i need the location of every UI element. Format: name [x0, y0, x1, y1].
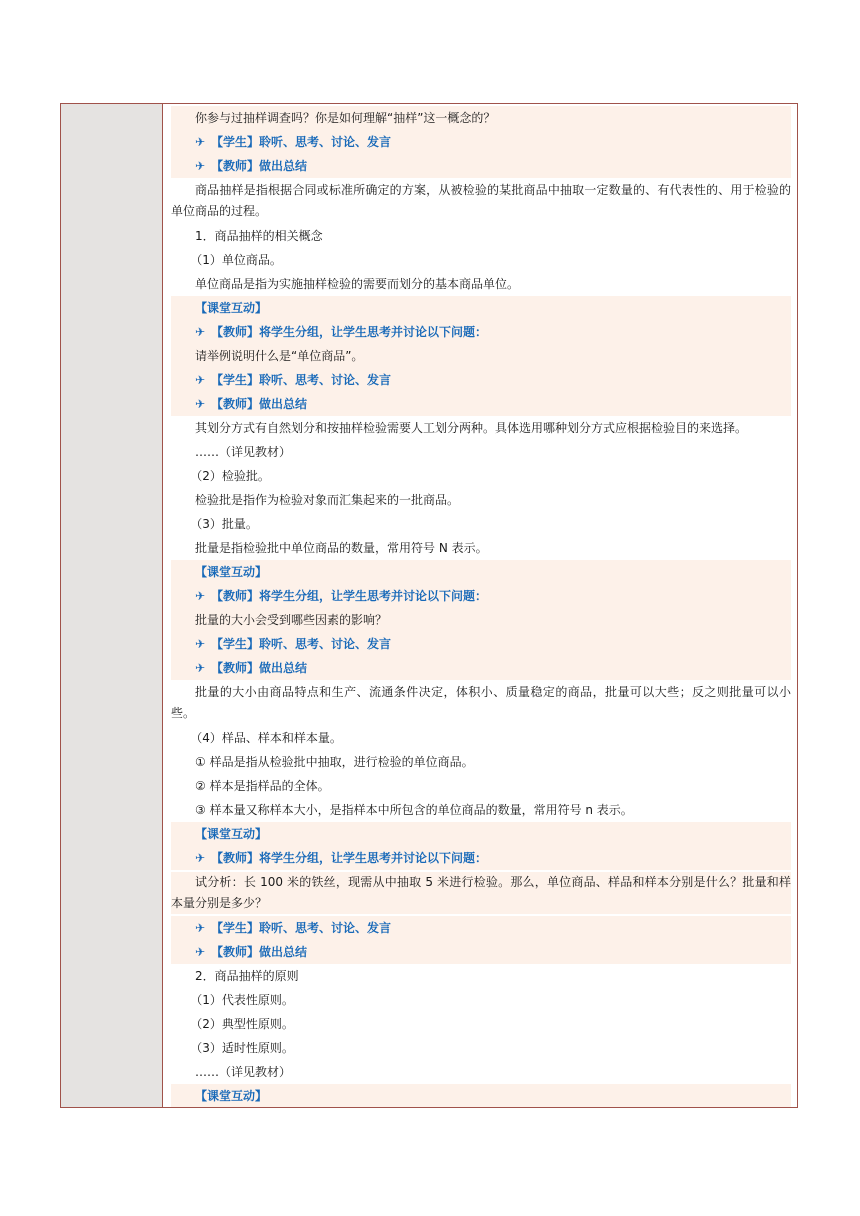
paper-plane-icon: ✈	[195, 325, 206, 339]
paper-plane-icon: ✈	[195, 397, 206, 411]
content-cell	[163, 104, 797, 1107]
paper-plane-icon: ✈	[195, 851, 206, 865]
lesson-table	[60, 103, 798, 1108]
subsection-heading: （1）单位商品。	[190, 253, 282, 267]
see-textbook-note: ……（详见教材）	[195, 1065, 292, 1079]
student-activity-line: ✈ 【学生】聆听、思考、讨论、发言	[171, 368, 791, 392]
classroom-interaction-heading: 【课堂互动】	[171, 560, 791, 584]
body-text: 批量是指检验批中单位商品的数量，常用符号 N 表示。	[195, 541, 488, 555]
principle-item: （1）代表性原则。	[190, 993, 294, 1007]
list-item: ③ 样本量又称样本大小，是指样本中所包含的单位商品的数量，常用符号 n 表示。	[195, 803, 633, 817]
principle-item: （3）适时性原则。	[190, 1041, 294, 1055]
section-heading: 2．商品抽样的原则	[195, 969, 299, 983]
list-item: ① 样品是指从检验批中抽取，进行检验的单位商品。	[195, 755, 474, 769]
body-text: 检验批是指作为检验对象而汇集起来的一批商品。	[195, 493, 460, 507]
body-paragraph: 批量的大小由商品特点和生产、流通条件决定，体积小、质量稳定的商品，批量可以大些；反之则批量可以小些。	[171, 685, 791, 720]
list-item: ② 样本是指样品的全体。	[195, 779, 330, 793]
question-line: 你参与过抽样调查吗？你是如何理解“抽样”这一概念的？	[171, 106, 791, 130]
paper-plane-icon: ✈	[195, 159, 206, 173]
see-textbook-note: ……（详见教材）	[195, 445, 292, 459]
teacher-summary-line: ✈ 【教师】做出总结	[171, 940, 791, 964]
classroom-interaction-heading: 【课堂互动】	[171, 1084, 791, 1107]
paper-plane-icon: ✈	[195, 135, 206, 149]
subsection-heading: （3）批量。	[190, 517, 258, 531]
student-activity-line: ✈ 【学生】聆听、思考、讨论、发言	[171, 130, 791, 154]
student-activity-line: ✈ 【学生】聆听、思考、讨论、发言	[171, 632, 791, 656]
paper-plane-icon: ✈	[195, 373, 206, 387]
question-line: 请举例说明什么是“单位商品”。	[171, 344, 791, 368]
classroom-interaction-heading: 【课堂互动】	[171, 822, 791, 846]
teacher-instruction-line: ✈ 【教师】将学生分组，让学生思考并讨论以下问题：	[171, 846, 791, 870]
paper-plane-icon: ✈	[195, 661, 206, 675]
body-text: 其划分方式有自然划分和按抽样检验需要人工划分两种。具体选用哪种划分方式应根据检验目的来选择。	[195, 421, 748, 435]
section-heading: 1．商品抽样的相关概念	[195, 229, 323, 243]
teacher-instruction-line: ✈ 【教师】将学生分组，让学生思考并讨论以下问题：	[171, 320, 791, 344]
paper-plane-icon: ✈	[195, 921, 206, 935]
left-column-cell	[61, 104, 163, 1107]
definition-paragraph: 商品抽样是指根据合同或标准所确定的方案，从被检验的某批商品中抽取一定数量的、有代表性的、用于检验的单位商品的过程。	[171, 183, 791, 218]
paper-plane-icon: ✈	[195, 945, 206, 959]
teacher-instruction-line: ✈ 【教师】将学生分组，让学生思考并讨论以下问题：	[171, 584, 791, 608]
paper-plane-icon: ✈	[195, 637, 206, 651]
subsection-heading: （4）样品、样本和样本量。	[190, 731, 342, 745]
question-line: 批量的大小会受到哪些因素的影响？	[171, 608, 791, 632]
classroom-interaction-heading: 【课堂互动】	[171, 296, 791, 320]
principle-item: （2）典型性原则。	[190, 1017, 294, 1031]
body-text: 单位商品是指为实施抽样检验的需要而划分的基本商品单位。	[195, 277, 520, 291]
exercise-paragraph: 试分析：长 100 米的铁丝，现需从中抽取 5 米进行检验。那么，单位商品、样品和样本分别是什么？批量和样本量分别是多少？	[171, 872, 791, 914]
teacher-summary-line: ✈ 【教师】做出总结	[171, 392, 791, 416]
student-activity-line: ✈ 【学生】聆听、思考、讨论、发言	[171, 916, 791, 940]
subsection-heading: （2）检验批。	[190, 469, 270, 483]
teacher-summary-line: ✈ 【教师】做出总结	[171, 154, 791, 178]
teacher-summary-line: ✈ 【教师】做出总结	[171, 656, 791, 680]
paper-plane-icon: ✈	[195, 589, 206, 603]
